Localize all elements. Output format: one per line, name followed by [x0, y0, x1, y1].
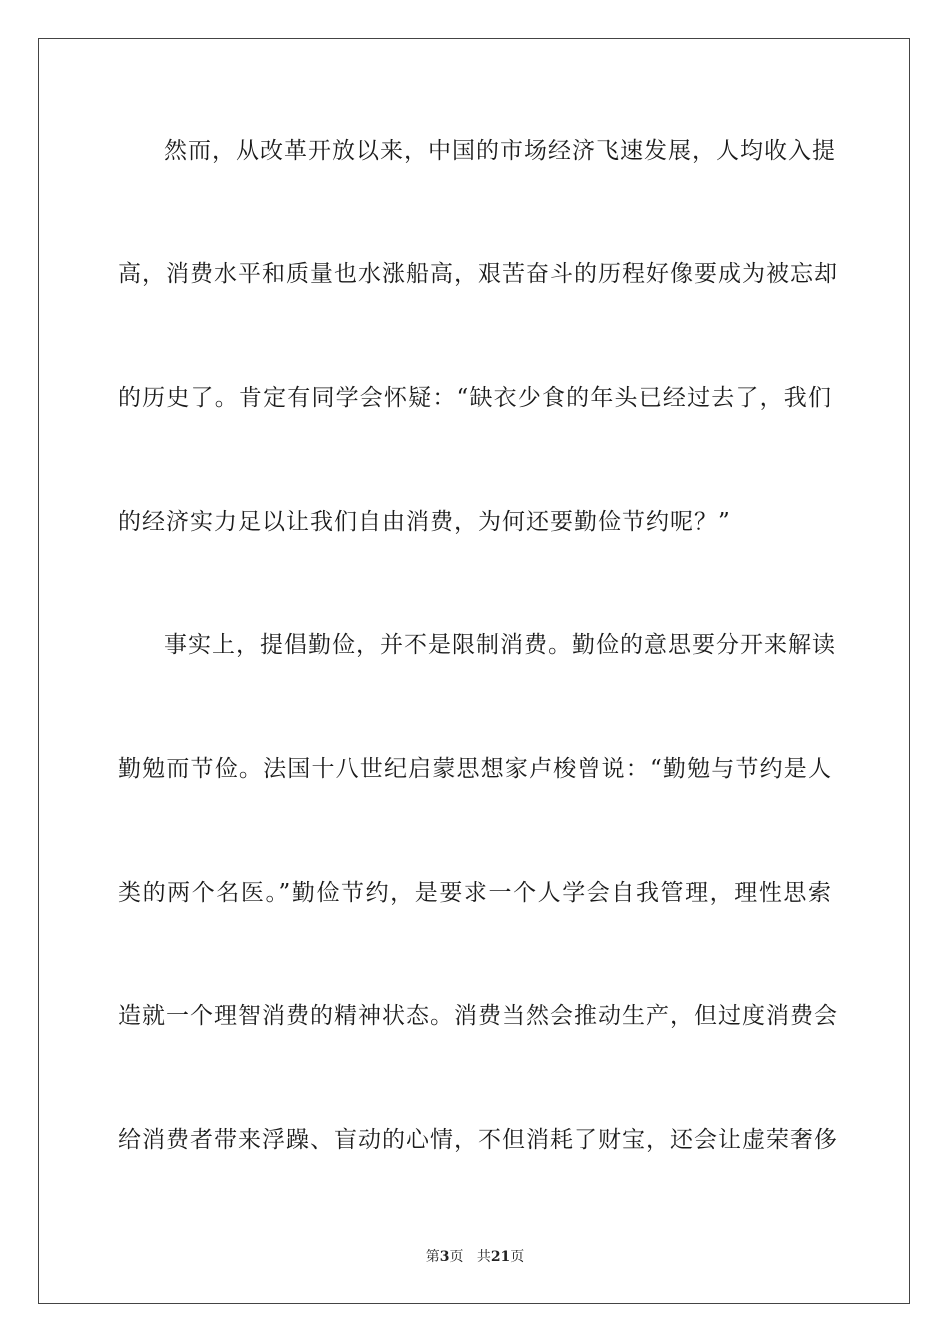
page-footer: [0, 1246, 950, 1266]
page-border: [38, 38, 910, 1304]
total-suffix: 页: [510, 1249, 525, 1265]
page-prefix: 第: [425, 1249, 440, 1265]
page-suffix: 页: [449, 1249, 464, 1265]
paragraph-2-line-1: 事实上，提倡勤俭，并不是限制消费。勤俭的意思要分开来解读: [164, 632, 836, 658]
paragraph-1-line-3: 的历史了。肯定有同学会怀疑：“缺衣少食的年头已经过去了，我们: [118, 385, 832, 411]
paragraph-1-line-1: 然而，从改革开放以来，中国的市场经济飞速发展，人均收入提: [164, 138, 836, 164]
total-pages: 21: [490, 1249, 511, 1265]
total-prefix: 共: [476, 1249, 491, 1265]
page-number: 3: [439, 1249, 450, 1265]
paragraph-1-line-4: 的经济实力足以让我们自由消费，为何还要勤俭节约呢？”: [118, 509, 731, 535]
paragraph-2-line-2: 勤勉而节俭。法国十八世纪启蒙思想家卢梭曾说：“勤勉与节约是人: [118, 756, 832, 782]
paragraph-2-line-5: 给消费者带来浮躁、盲动的心情，不但消耗了财宝，还会让虚荣奢侈: [118, 1127, 838, 1153]
paragraph-2-line-4: 造就一个理智消费的精神状态。消费当然会推动生产，但过度消费会: [118, 1003, 838, 1029]
paragraph-1-line-2: 高，消费水平和质量也水涨船高，艰苦奋斗的历程好像要成为被忘却: [118, 261, 838, 287]
paragraph-2-line-3: 类的两个名医。”勤俭节约，是要求一个人学会自我管理，理性思索: [118, 880, 832, 906]
